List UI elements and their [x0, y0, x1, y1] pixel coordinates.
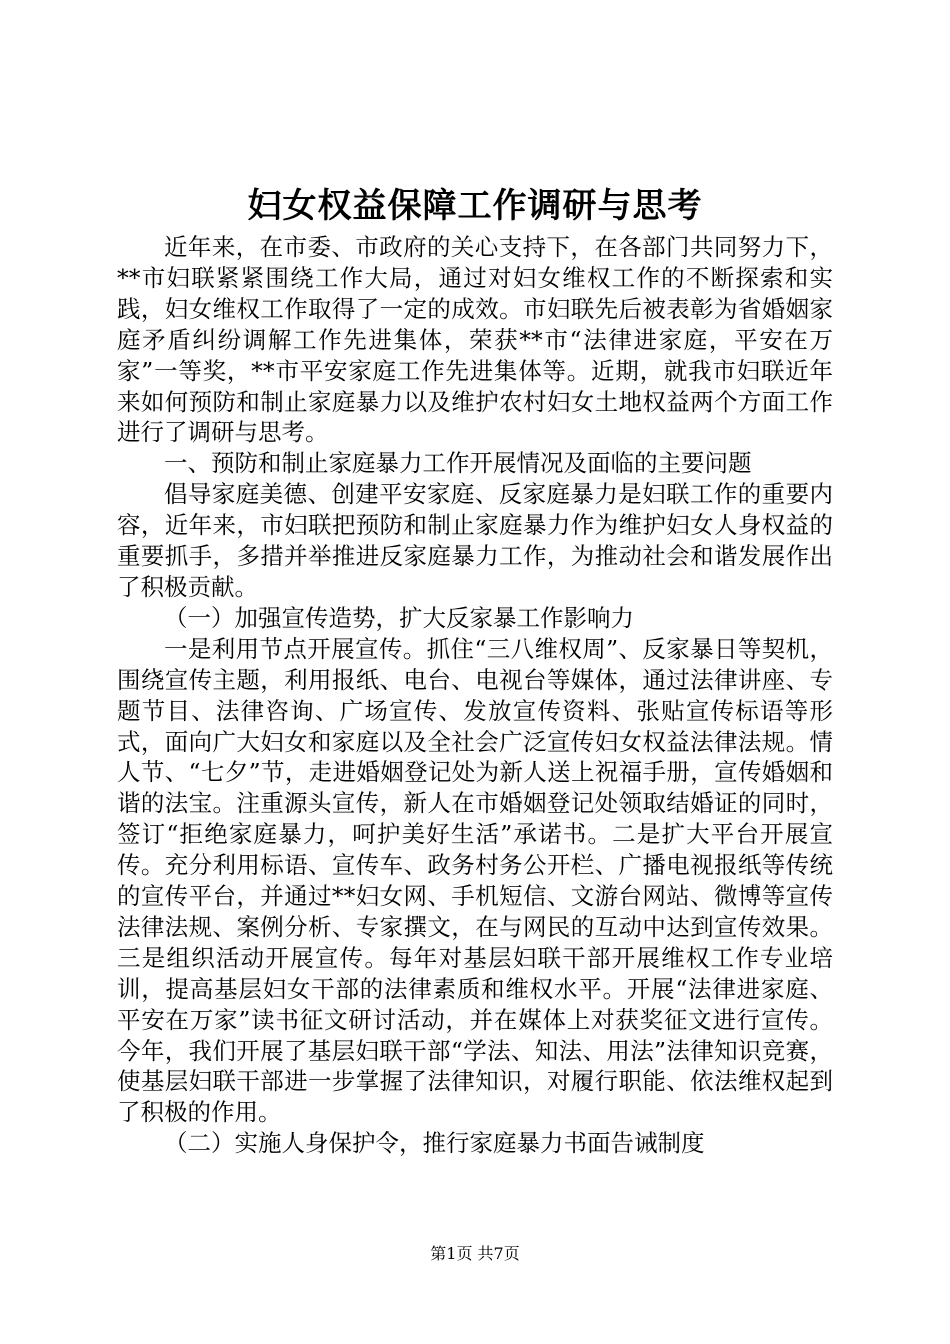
- paragraph-publicity: 一是利用节点开展宣传。抓住“三八维权周”、反家暴日等契机，围绕宣传主题，利用报纸、电台、电视台等媒体，通过法律讲座、专题节目、法律咨询、广场宣传、发放宣传资料、张贴宣传标语等形式，面向广大妇女和家庭以及全社会广泛宣传妇女权益法律法规。情人节、“七夕”节，走进婚姻登记处为新人送上祝福手册，宣传婚姻和谐的法宝。注重源头宣传，新人在市婚姻登记处领取结婚证的同时，签订“拒绝家庭暴力，呵护美好生活”承诺书。二是扩大平台开展宣传。充分利用标语、宣传车、政务村务公开栏、广播电视报纸等传统的宣传平台，并通过**妇女网、手机短信、文游台网站、微博等宣传法律法规、案例分析、专家撰文，在与网民的互动中达到宣传效果。三是组织活动开展宣传。每年对基层妇联干部开展维权工作专业培训，提高基层妇女干部的法律素质和维权水平。开展“法律进家庭、平安在万家”读书征文研讨活动，并在媒体上对获奖征文进行宣传。今年，我们开展了基层妇联干部“学法、知法、用法”法律知识竞赛，使基层妇联干部进一步掌握了法律知识，对履行职能、依法维权起到了积极的作用。: [117, 634, 833, 1127]
- document-body: [117, 232, 833, 1159]
- page-number-footer: 第1页 共7页: [430, 1244, 520, 1263]
- subsection-heading-1: （一）加强宣传造势，扩大反家暴工作影响力: [164, 603, 634, 632]
- document-title: 妇女权益保障工作调研与思考: [247, 186, 703, 226]
- section-heading-1: 一、预防和制止家庭暴力工作开展情况及面临的主要问题: [164, 449, 752, 478]
- paragraph-section-1-intro: 倡导家庭美德、创建平安家庭、反家庭暴力是妇联工作的重要内容，近年来，市妇联把预防和制止家庭暴力作为维护妇女人身权益的重要抓手，多措并举推进反家庭暴力工作，为推动社会和谐发展作出了积极贡献。: [117, 480, 833, 601]
- paragraph-intro: 近年来，在市委、市政府的关心支持下，在各部门共同努力下，**市妇联紧紧围绕工作大局，通过对妇女维权工作的不断探索和实践，妇女维权工作取得了一定的成效。市妇联先后被表彰为省婚姻家庭矛盾纠纷调解工作先进集体，荣获**市“法律进家庭，平安在万家”一等奖，**市平安家庭工作先进集体等。近期，就我市妇联近年来如何预防和制止家庭暴力以及维护农村妇女土地权益两个方面工作进行了调研与思考。: [117, 233, 833, 447]
- subsection-heading-2: （二）实施人身保护令，推行家庭暴力书面告诫制度: [164, 1129, 705, 1158]
